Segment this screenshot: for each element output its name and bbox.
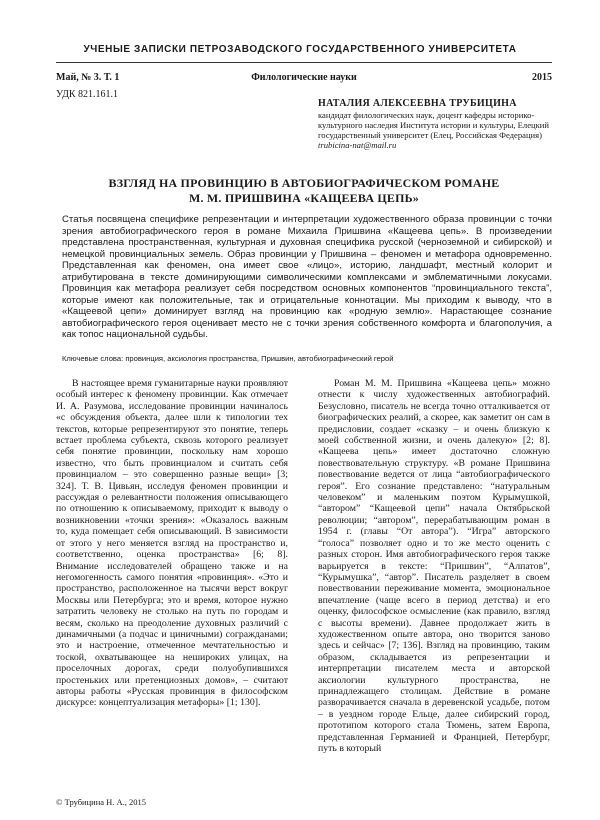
title-line-2: М. М. ПРИШВИНА «КАЩЕЕВА ЦЕПЬ» <box>188 191 420 205</box>
author-block <box>318 98 558 150</box>
section-name: Филологические науки <box>251 72 357 83</box>
journal-header: УЧЕНЫЕ ЗАПИСКИ ПЕТРОЗАВОДСКОГО ГОСУДАРСТВЕННОГО УНИВЕРСИТЕТА <box>83 44 517 55</box>
article-title <box>56 176 552 206</box>
issue-number: Май, № 3. Т. 1 <box>56 72 120 83</box>
body-column-left <box>56 378 288 778</box>
body-paragraph: В настоящее время гуманитарные науки проявляют особый интерес к феномену провинции. Как отмечает И. А. Разумова, исследование провинции начиналось «с обсуждения объекта, далее шли к типологии тех текстов, которые репрезентируют это понятие, теперь встает проблема субъекта, сквозь которого реализует себя понятие провинции, поскольку нам хорошо известно, что быть провинциалом и считать себя провинциалом – это совершенно разные вещи» [3; 324]. Т. В. Цивьян, исследуя феномен провинции и рассуждая о релевантности положения описывающего по отношению к описываемому, приходит к выводу о возникновении «точки зрения»: «Оказалось важным то, куда помещает себя описывающий. В зависимости от этого у него меняется взгляд на пространство и, соответственно, оценка пространства» [6; 8]. Внимание исследователей обращено также и на негомогенность самого понятия «провинция». «Это и пространство, расположенное на тысячи верст вокруг Москвы или Петербурга; это и время, которое нужно затратить человеку не столько на путь по городам и весям, сколько на преодоление духовных различий с динамичными (а подчас и циничными) согражданами; это и настроение, отмеченное мечтательностью и тоской, охватывающее на нешироких улицах, на проселочных дорогах, среди полуобупившихся простеньких или претенциозных домов», – считают авторы работы «Русская провинция в философском дискурсе: концептуализация метафоры» [1; 130]. <box>56 378 288 709</box>
header-rule <box>56 62 552 63</box>
body-paragraph: Роман М. М. Пришвина «Кащеева цепь» можно отнести к числу художественных автобиографий. Безусловно, писатель не всегда точно отталкивается от биографических реалий, а скорее, как заметит он сам в предисловии, создает «сказку – и очень близкую к моей собственной жизни, и очень далекую» [2; 8]. «Кащеева цепь» имеет достаточно сложную повествовательную структуру. «В романе Пришвина повествование ведется от лица “автобиографического героя”. Его сознание представлено: “натуральным человеком” и маленьким поэтом Курымушкой, “автором” “Кащеевой цепи” начала Октябрьской революции; “автором”, перерабатывающим роман в 1954 г. (главы “От автора”). “Игра” авторского “голоса” позволяет одно и то же место оценить с разных сторон. Имя автобиографического героя также варьируется в тексте: “Пришвин”, “Алпатов”, “Курымушка”, “автор”. Писатель разделяет в своем повествовании переживание момента, эмоциональное впечатление (чаще всего в период детства) и его оценку, философское осмысление (как правило, взгляд с высоты времени). Давнее продолжает жить в художественном опыте автора, оно творится заново здесь и сейчас» [7; 136]. Взгляд на провинцию, таким образом, складывается из репрезентации и интерпретации писателем места и авторской аксиологии культурного пространства, не принадлежащего столицам. Действие в романе разворачивается сначала в деревенской усадьбе, потом – в уездном городе Ельце, далее сибирский город, прототипом которого стала Тюмень, затем Европа, представленная Германией и Францией, Петербург, путь в который <box>318 378 550 754</box>
issue-year: 2015 <box>532 72 552 83</box>
author-name: НАТАЛИЯ АЛЕКСЕЕВНА ТРУБИЦИНА <box>318 98 517 109</box>
body-column-right <box>318 378 550 778</box>
abstract: Статья посвящена специфике репрезентации и интерпретации художественного образа провинции с точки зрения автобиографического героя в романе Михаила Пришвина «Кащеева цепь». В произведении представлена пространственная, культурная и духовная специфика русской (черноземной и сибирской) и немецкой провинциальных земель. Образ провинции у Пришвина – феномен и метафора одновременно. Представленная как феномен, она имеет свое «лицо», историю, ландшафт, местный колорит и атрибутирована в тексте доминирующими символическими комплексами и эмблематичными локусами. Провинция как метафора реализует себя посредством основных компонентов “провинциального текста”, которые имеют как положительные, так и отрицательные коннотации. Мы приходим к выводу, что в «Кащеевой цепи» доминирует взгляд на провинцию как «родную землю». Нарастающее сознание автобиографического героя оценивает место не с точки зрения собственного комфорта и благополучия, а как топос национальной судьбы. <box>62 214 552 340</box>
author-email[interactable]: trubicina-nat@mail.ru <box>318 140 397 150</box>
title-line-1: ВЗГЛЯД НА ПРОВИНЦИЮ В АВТОБИОГРАФИЧЕСКОМ РОМАНЕ <box>108 176 500 190</box>
udk-code: УДК 821.161.1 <box>56 89 119 100</box>
author-affiliation: кандидат филологических наук, доцент кафедры историко-культурного наследия Института истории и культуры, Елецкий государственный университет (Елец, Российская Федерация) <box>318 110 549 140</box>
keywords: Ключевые слова: провинция, аксиология пространства, Пришвин, автобиографический герой <box>62 354 394 363</box>
copyright-note: © Трубицина Н. А., 2015 <box>56 797 147 807</box>
